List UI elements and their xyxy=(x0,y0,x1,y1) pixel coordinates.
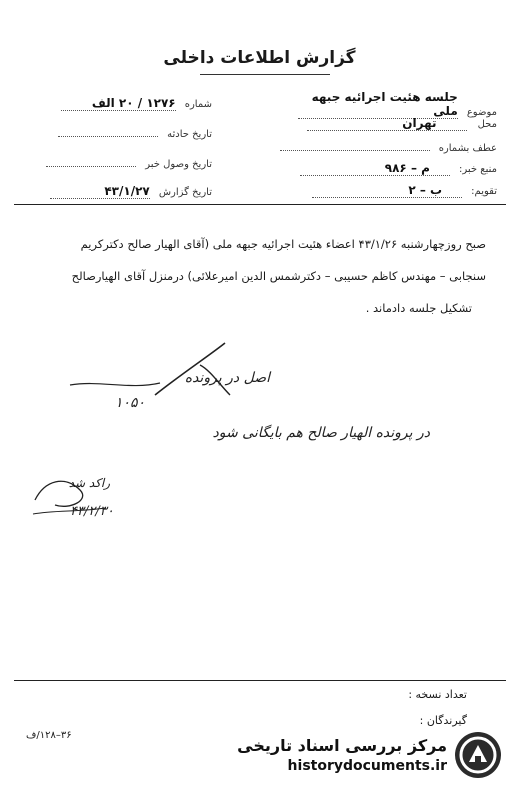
field-received-date-value xyxy=(46,166,136,167)
field-source xyxy=(267,157,497,176)
field-reference-label: عطف بشماره xyxy=(438,143,497,154)
field-source-value: م – ۹۸۶ xyxy=(300,161,450,176)
field-source-label: منبع خبر: xyxy=(459,164,497,175)
field-number-value: ۱۲۷۶ / ۲۰ الف xyxy=(61,96,176,111)
field-location-value: تهران xyxy=(307,116,467,131)
field-incident-date xyxy=(22,122,212,141)
handwriting-line-1: اصل در پرونده xyxy=(184,370,270,386)
field-calendar-value: ب – ۲ xyxy=(312,183,462,198)
footer-divider xyxy=(14,680,506,681)
field-incident-date-value xyxy=(58,136,158,137)
document-title: گزارش اطلاعات داخلی xyxy=(163,48,356,68)
field-received-date xyxy=(22,152,212,171)
field-reference-value xyxy=(280,150,430,151)
header-divider xyxy=(14,204,506,205)
field-number-label: شماره xyxy=(184,99,212,110)
copies-label: تعداد نسخه : xyxy=(408,688,467,701)
body-line-1: صبح روزچهارشنبه ۴۳/۱/۲۶ اعضاء هئیت اجرائیه جبهه ملی (آقای الهیار صالح دکترکریم xyxy=(80,237,486,251)
recipients-label: گیرندگان : xyxy=(419,714,467,727)
field-reference xyxy=(267,136,497,155)
report-body xyxy=(34,228,486,324)
watermark-url[interactable]: historydocuments.ir xyxy=(287,758,447,774)
field-report-date xyxy=(22,180,212,199)
archive-logo-icon xyxy=(455,732,501,778)
body-line-3: تشکیل جلسه دادماند . xyxy=(365,301,472,315)
field-location xyxy=(267,112,497,131)
signature-word: راکد شد xyxy=(68,476,110,490)
form-code: ۳۶–۱۲۸/ف xyxy=(26,730,72,741)
field-subject-value: جلسه هئیت اجرائیه جبهه ملی xyxy=(298,90,458,119)
signature-date: ۴۳/۲/۳۰ xyxy=(70,504,114,519)
field-calendar-label: تقویم: xyxy=(471,186,497,197)
watermark-title: مرکز بررسی اسناد تاریخی xyxy=(237,736,447,755)
title-underline xyxy=(200,74,330,75)
field-report-date-value: ۴۳/۱/۲۷ xyxy=(50,184,150,199)
handwriting-line-2: در پرونده الهیار صالح هم بایگانی شود xyxy=(212,425,430,441)
field-location-label: محل xyxy=(477,119,497,130)
field-subject-label: موضوع xyxy=(466,107,497,118)
field-incident-date-label: تاریخ حادثه xyxy=(167,129,212,140)
field-calendar xyxy=(267,179,497,198)
handwriting-number: ۱۰۵۰ xyxy=(114,395,146,411)
field-received-date-label: تاریخ وصول خبر xyxy=(145,159,212,170)
field-report-date-label: تاریخ گزارش xyxy=(158,187,212,198)
body-line-2: سنجابی – مهندس کاظم حسیبی – دکترشمس الدین امیرعلائی) درمنزل آقای الهیارصالح xyxy=(71,269,486,283)
field-number xyxy=(22,92,212,111)
